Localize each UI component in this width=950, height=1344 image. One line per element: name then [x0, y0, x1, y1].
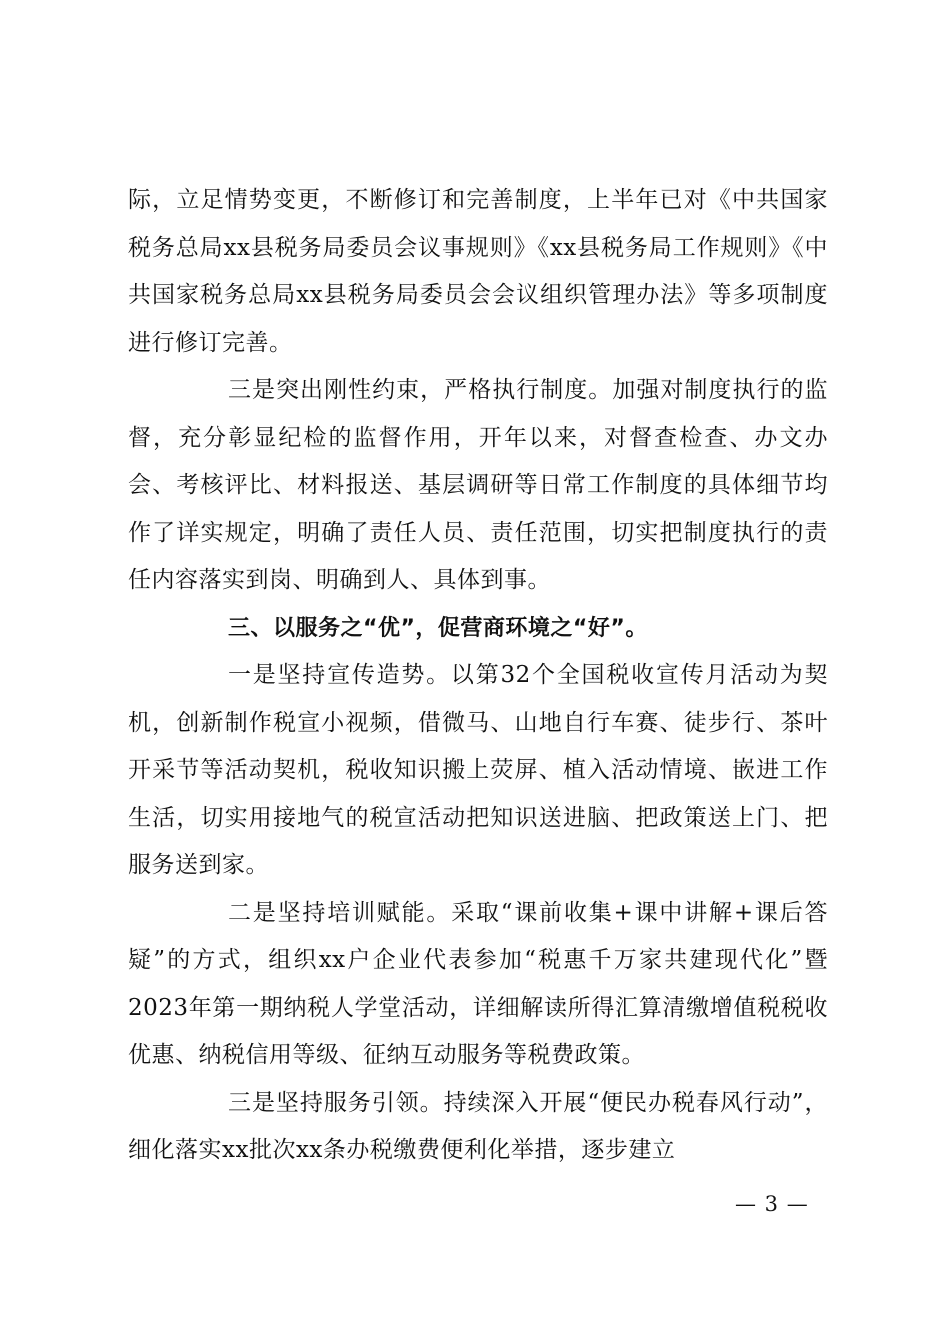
paragraph-rigid-constraints: 三是突出刚性约束，严格执行制度。加强对制度执行的监督，充分彰显纪检的监督作用，开年以来，对督查检查、办文办会、考核评比、材料报送、基层调研等日常工作制度的具体细节均作了详实规定，明确了责任人员、责任范围，切实把制度执行的责任内容落实到岗、明确到人、具体到事。 [128, 377, 828, 593]
paragraph-training: 二是坚持培训赋能。采取“课前收集+课中讲解+课后答疑”的方式，组织xx户企业代表参加“税惠千万家共建现代化”暨2023年第一期纳税人学堂活动，详细解读所得汇算清缴增值税税收优惠、纳税信用等级、征纳互动服务等税费政策。 [128, 899, 828, 1068]
paragraph-service-leading: 三是坚持服务引领。持续深入开展“便民办税春风行动”，细化落实xx批次xx条办税缴费便利化举措，逐步建立 [128, 1089, 828, 1163]
paragraph-continuation: 际，立足情势变更，不断修订和完善制度，上半年已对《中共国家税务总局xx县税务局委员会议事规则》《xx县税务局工作规则》《中共国家税务总局xx县税务局委员会会议组织管理办法》等多项制度进行修订完善。 [128, 187, 828, 356]
document-body [128, 177, 828, 1175]
page-number: — 3 — [735, 1192, 809, 1216]
paragraph-publicity: 一是坚持宣传造势。以第32个全国税收宣传月活动为契机，创新制作税宣小视频，借微马、山地自行车赛、徒步行、茶叶开采节等活动契机，税收知识搬上荧屏、植入活动情境、嵌进工作生活，切实用接地气的税宣活动把知识送进脑、把政策送上门、把服务送到家。 [128, 662, 828, 878]
section-heading-service: 三、以服务之“优”，促营商环境之“好”。 [228, 615, 648, 641]
